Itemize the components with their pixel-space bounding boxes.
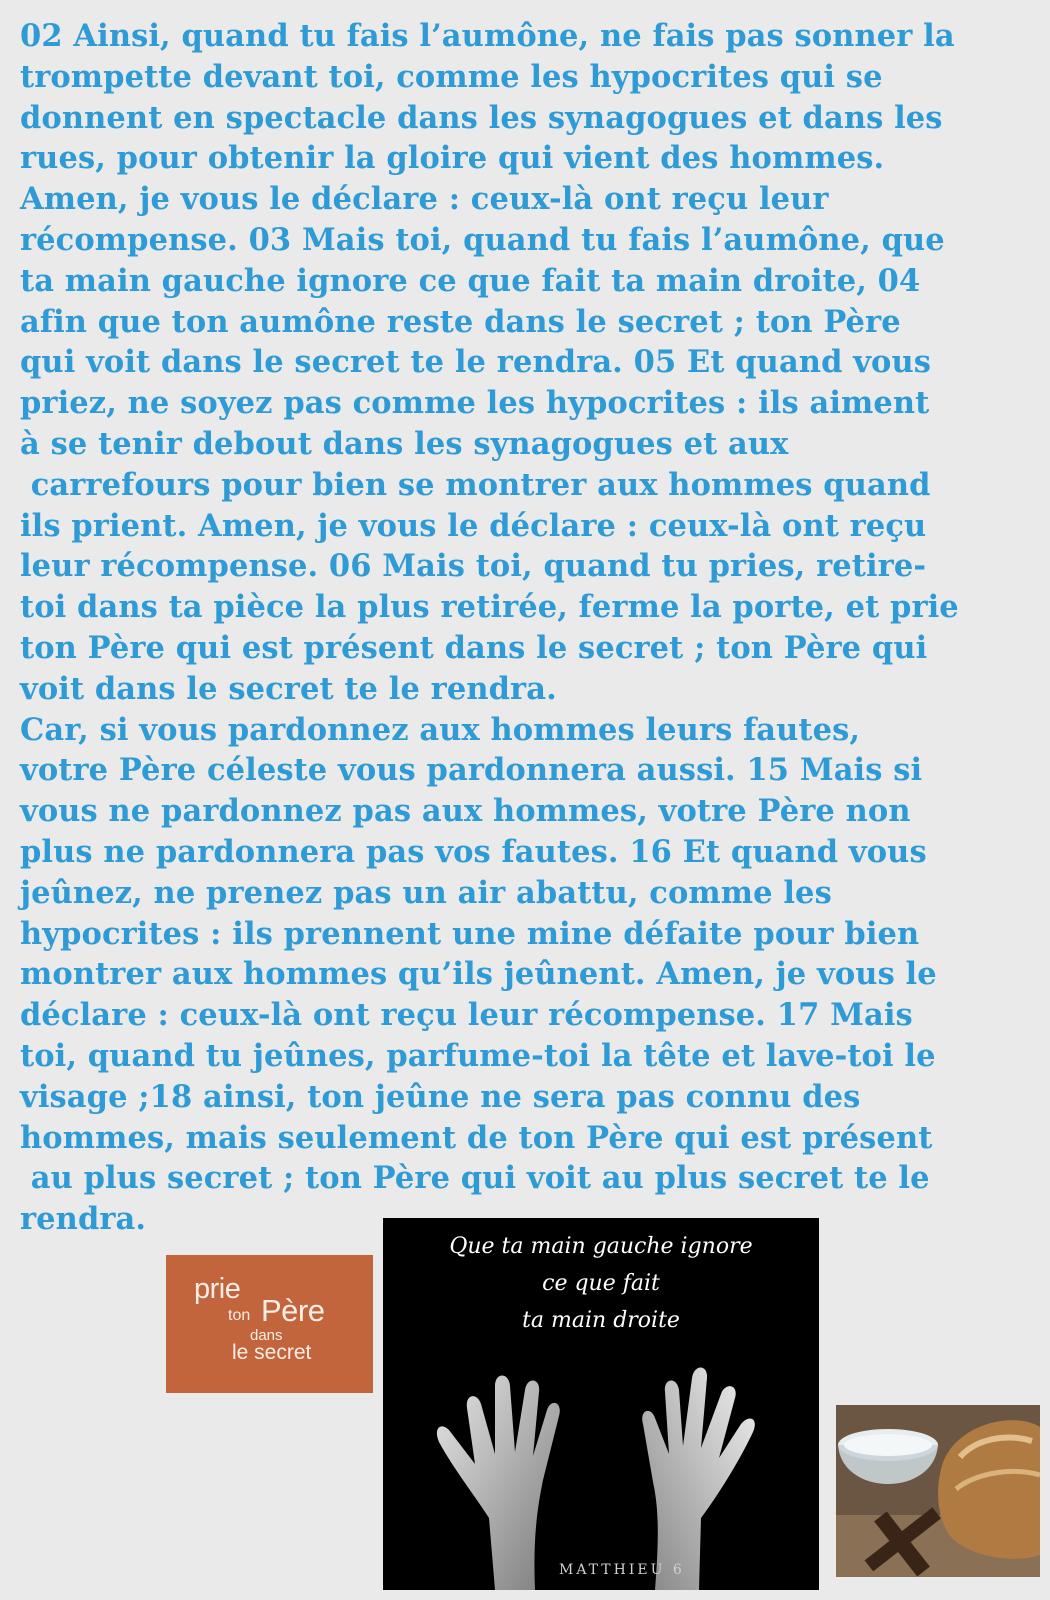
passage-line: voit dans le secret te le rendra. [20,670,557,707]
quote-line: Que ta main gauche ignore [449,1234,753,1259]
bread-water-photo [836,1405,1040,1577]
ton-word: ton [228,1307,251,1324]
left-hand-icon [437,1376,560,1591]
passage-line: hypocrites : ils prennent une mine défaite pour bien [20,915,920,952]
passage-line: ils prient. Amen, je vous le déclare : ceux-là ont reçu [20,507,927,544]
quote-line: ta main droite [522,1308,680,1333]
passage-line: visage ;18 ainsi, ton jeûne ne sera pas connu des [20,1078,861,1115]
right-hand-icon [642,1368,755,1591]
passage-line: Amen, je vous le déclare : ceux-là ont reçu leur [20,181,829,218]
hands-quote-card [383,1218,819,1590]
scripture-passage [20,16,1030,1240]
bible-reference: MATTHIEU 6 [559,1562,685,1578]
passage-line: 02 Ainsi, quand tu fais l’aumône, ne fais pas sonner la [20,18,955,54]
passage-line: déclare : ceux-là ont reçu leur récompense. 17 Mais [20,997,913,1034]
bread-water-cross-image [836,1405,1040,1577]
passage-line: afin que ton aumône reste dans le secret ; ton Père [20,303,901,340]
quote-line: ce que fait [542,1271,660,1296]
passage-line: récompense. 03 Mais toi, quand tu fais l’aumône, que [20,221,945,258]
passage-line: au plus secret ; ton Père qui voit au plus secret te le [20,1160,930,1197]
prie-word: prie [194,1273,241,1305]
passage-line: jeûnez, ne prenez pas un air abattu, comme les [20,874,832,911]
passage-line: ton Père qui est présent dans le secret ; ton Père qui [20,629,928,666]
prie-ton-pere-card [166,1255,373,1393]
passage-line: vous ne pardonnez pas aux hommes, votre Père non [20,793,911,830]
passage-line: trompette devant toi, comme les hypocrites qui se [20,58,883,95]
passage-line: toi, quand tu jeûnes, parfume-toi la tête et lave-toi le [20,1037,936,1074]
passage-line: hommes, mais seulement de ton Père qui est présent [20,1119,933,1156]
passage-line: donnent en spectacle dans les synagogues et dans les [20,99,943,136]
passage-line: Car, si vous pardonnez aux hommes leurs fautes, [20,711,861,748]
passage-line: à se tenir debout dans les synagogues et aux [20,425,789,462]
pere-word: Père [261,1293,325,1328]
passage-line: leur récompense. 06 Mais toi, quand tu pries, retire- [20,548,927,585]
passage-line: rendra. [20,1201,147,1238]
passage-line: montrer aux hommes qu’ils jeûnent. Amen, je vous le [20,956,937,993]
passage-line: votre Père céleste vous pardonnera aussi. 15 Mais si [20,752,923,789]
passage-line: qui voit dans le secret te le rendra. 05 Et quand vous [20,344,932,381]
passage-line: priez, ne soyez pas comme les hypocrites : ils aiment [20,385,930,422]
passage-line: carrefours pour bien se montrer aux hommes quand [20,466,931,503]
secret-word: le secret [232,1341,312,1364]
passage-line: toi dans ta pièce la plus retirée, ferme la porte, et prie [20,589,959,626]
hands-quote [383,1218,819,1339]
passage-line: rues, pour obtenir la gloire qui vient des hommes. [20,140,885,177]
passage-line: plus ne pardonnera pas vos fautes. 16 Et quand vous [20,833,927,870]
dans-word: dans [250,1327,283,1344]
passage-line: ta main gauche ignore ce que fait ta main droite, 04 [20,262,921,299]
